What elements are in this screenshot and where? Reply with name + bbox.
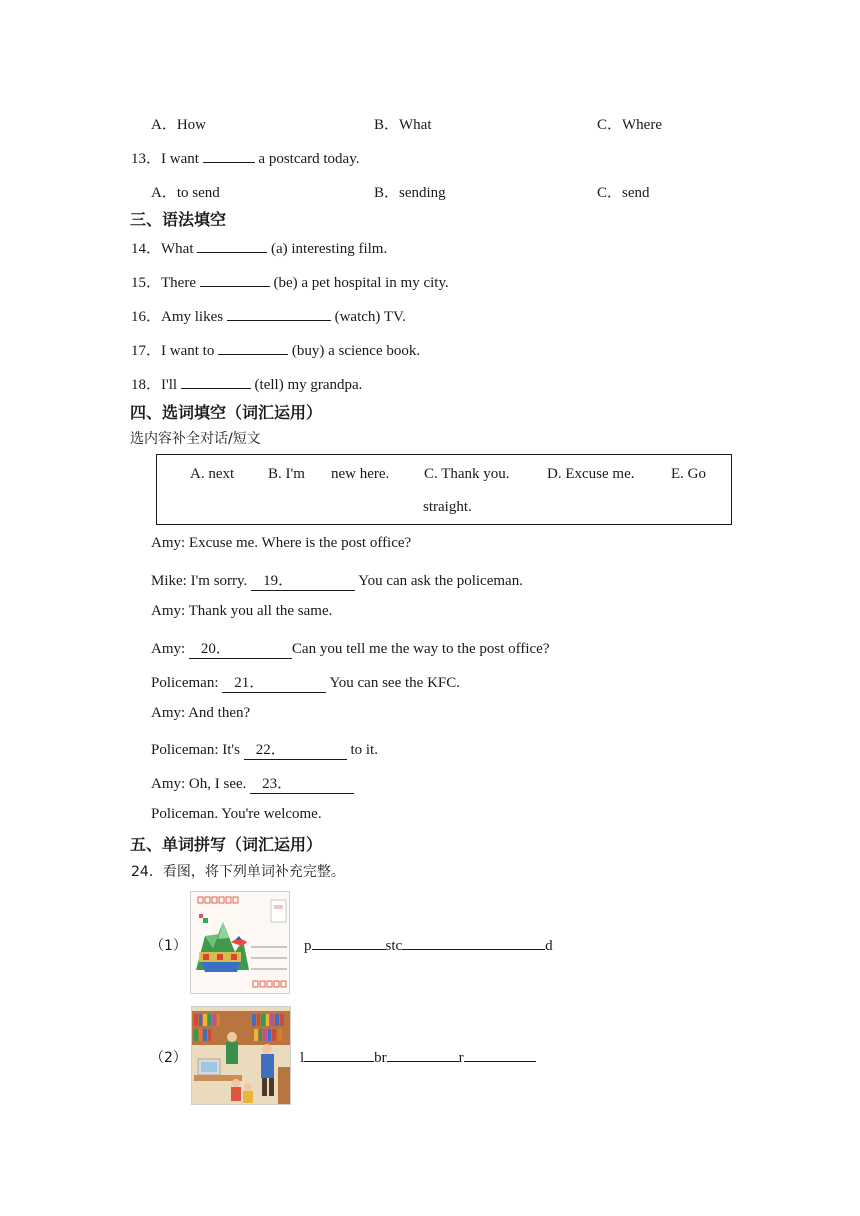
q13-stem (131, 147, 359, 168)
q14-post: (a) interesting film. (267, 241, 388, 257)
q16-post: (watch) TV. (330, 309, 406, 325)
word-1-part-2: stc (385, 938, 403, 954)
library-picture (191, 1006, 291, 1105)
dialogue-line-6: Amy: And then? (151, 705, 251, 721)
q13-blank[interactable] (203, 148, 255, 163)
q18-post: (tell) my grandpa. (250, 377, 363, 393)
q18-pre: 18．I'll (131, 377, 181, 393)
q18-blank[interactable] (181, 374, 251, 389)
word-1-spelling (304, 935, 553, 955)
word-2-blank-1[interactable] (304, 1047, 374, 1062)
word-2-part-1: l (300, 1050, 305, 1066)
q24-instruction: 24．看图，将下列单词补充完整。 (131, 864, 345, 880)
word-2-part-2: br (374, 1050, 387, 1066)
q16 (131, 305, 406, 326)
word-option-c: C. Thank you. (424, 466, 510, 482)
blank-23[interactable]: 23． (250, 772, 354, 794)
dialogue-line-5 (151, 671, 460, 693)
section3-title: 三、语法填空 (130, 210, 227, 229)
q14-pre: 14．What (131, 241, 198, 257)
dialogue-line-3: Amy: Thank you all the same. (151, 603, 333, 619)
blank-19[interactable]: 19． (251, 569, 355, 591)
dialogue-line-4-pre: Amy: (151, 641, 189, 657)
word-1-blank-1[interactable] (312, 935, 386, 950)
word-option-b-cont: new here. (331, 466, 390, 482)
dialogue-line-1: Amy: Excuse me. Where is the post office? (151, 535, 412, 551)
word-1-part-3: d (545, 938, 553, 954)
q12-option-c: C．Where (597, 117, 662, 133)
blank-20[interactable]: 20． (189, 637, 292, 659)
q17 (131, 339, 420, 360)
q16-pre: 16．Amy likes (131, 309, 227, 325)
word-bank-box (156, 454, 732, 525)
section4-instruction: 选内容补全对话/短文 (130, 431, 261, 447)
q15-pre: 15．There (131, 275, 200, 291)
q18 (131, 373, 362, 394)
dialogue-line-7-pre: Policeman: It's (151, 742, 244, 758)
q13-option-a: A．to send (151, 185, 220, 201)
section4-title: 四、选词填空（词汇运用） (130, 403, 323, 422)
q15-post: (be) a pet hospital in my city. (269, 275, 449, 291)
word-2-spelling (300, 1047, 536, 1067)
dialogue-line-8 (151, 772, 354, 794)
dialogue-line-8-pre: Amy: Oh, I see. (151, 776, 251, 792)
postcard-picture (190, 891, 290, 994)
word-option-d: D. Excuse me. (547, 466, 635, 482)
postcard-illustration (191, 892, 289, 993)
word-option-b: B. I'm (268, 466, 305, 482)
q17-blank[interactable] (218, 340, 288, 355)
q13-option-c: C．send (597, 185, 650, 201)
q17-post: (buy) a science book. (288, 343, 421, 359)
q16-blank[interactable] (227, 306, 331, 321)
q12-option-b: B．What (374, 117, 432, 133)
dialogue-line-7-post: to it. (346, 742, 378, 758)
word-option-a: A. next (190, 466, 235, 482)
word-2-blank-2[interactable] (387, 1047, 459, 1062)
dialogue-line-2-pre: Mike: I'm sorry. (151, 573, 252, 589)
dialogue-line-2 (151, 569, 523, 591)
dialogue-line-5-pre: Policeman: (151, 675, 223, 691)
q17-pre: 17．I want to (131, 343, 219, 359)
q14-blank[interactable] (197, 238, 267, 253)
q15 (131, 271, 449, 292)
dialogue-line-4-post: Can you tell me the way to the post office? (291, 641, 550, 657)
word-2-blank-3[interactable] (464, 1047, 536, 1062)
q12-option-a: A．How (151, 117, 206, 133)
section5-title: 五、单词拼写（词汇运用） (130, 835, 323, 854)
dialogue-line-7 (151, 738, 378, 760)
blank-22[interactable]: 22． (244, 738, 347, 760)
word-option-e: E. Go (671, 466, 706, 482)
item-2-label: （2） (150, 1050, 187, 1066)
word-2-part-3: r (458, 1050, 464, 1066)
q13-stem-pre: 13．I want (131, 151, 203, 167)
dialogue-line-9: Policeman. You're welcome. (151, 806, 322, 822)
word-1-part-1: p (304, 938, 312, 954)
item-1-label: （1） (150, 938, 187, 954)
dialogue-line-4 (151, 637, 550, 659)
q13-stem-post: a postcard today. (254, 151, 360, 167)
word-1-blank-2[interactable] (402, 935, 545, 950)
library-illustration (192, 1007, 290, 1104)
word-option-e-cont: straight. (423, 499, 472, 515)
dialogue-line-2-post: You can ask the policeman. (355, 573, 523, 589)
q13-option-b: B．sending (374, 185, 446, 201)
q14 (131, 237, 387, 258)
blank-21[interactable]: 21． (222, 671, 326, 693)
q15-blank[interactable] (200, 272, 270, 287)
dialogue-line-5-post: You can see the KFC. (326, 675, 460, 691)
